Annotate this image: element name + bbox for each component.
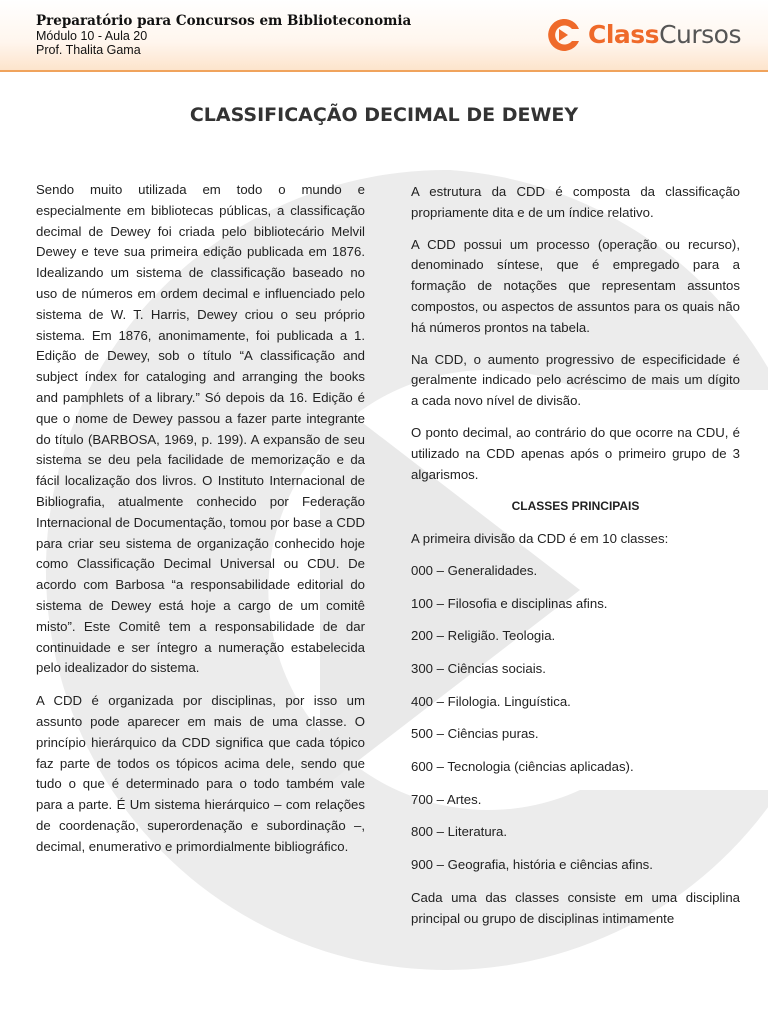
document-title: CLASSIFICAÇÃO DECIMAL DE DEWEY — [189, 104, 579, 126]
left-column — [36, 180, 365, 870]
course-title: Preparatório para Concursos em Biblioteconomia — [36, 13, 412, 29]
class-item: 900 – Geografia, história e ciências afins. — [411, 857, 653, 873]
class-item: 600 – Tecnologia (ciências aplicadas). — [411, 759, 634, 775]
paragraph: A estrutura da CDD é composta da classificação propriamente dita e de um índice relativo. — [411, 184, 740, 220]
class-item: 400 – Filologia. Linguística. — [411, 693, 571, 709]
class-item: 800 – Literatura. — [411, 824, 508, 840]
section-subheading: CLASSES PRINCIPAIS — [511, 499, 640, 514]
paragraph: Sendo muito utilizada em todo o mundo e especialmente em bibliotecas públicas, a classificação decimal de Dewey foi criada pelo bibliotecário Melvil Dewey e teve sua primeira edição publicada em 1876. Idealizando um sistema de classificação baseado no uso de números em ordem decimal e influenciado pelo sistema de W. T. Harris, Dewey criou o seu próprio sistema. Em 1876, anonimamente, foi publicada a 1. Edição de Dewey, sob o título “A classificação and subject índex for cataloging and arranging the books and pamphlets of a library.” Só depois da 16. Edição é que o nome de Dewey passou a fazer parte integrante do título (BARBOSA, 1969, p. 199). A expansão de seu sistema se deu pela facilidade de memorização e da fácil localização dos livros. O Instituto Internacional de Bibliografia, atualmente conhecido por Federação Internacional de Documentação, tomou por base a CDD para criar seu sistema de organização conhecido hoje como Classificação Decimal Universal ou CDU. De acordo com Barbosa “a responsabilidade editorial do sistema de Dewey está hoje a cargo de um comitê misto”. Este Comitê tem a responsabilidade de dar continuidade e ser íntegro a numeração estabelecida pelo idealizador do sistema. — [36, 182, 365, 676]
class-item: 100 – Filosofia e disciplinas afins. — [411, 595, 608, 611]
class-cursos-logo-icon — [546, 18, 582, 52]
right-column — [411, 182, 740, 941]
classes-list — [411, 561, 740, 876]
class-item: 000 – Generalidades. — [411, 562, 538, 578]
paragraph: O ponto decimal, ao contrário do que ocorre na CDU, é utilizado na CDD apenas após o primeiro grupo de 3 algarismos. — [411, 424, 740, 482]
class-item: 500 – Ciências puras. — [411, 726, 539, 742]
logo-wordmark — [588, 18, 741, 52]
logo-word-cursos: Cursos — [659, 20, 741, 49]
paragraph: A CDD é organizada por disciplinas, por isso um assunto pode aparecer em mais de uma classe. O princípio hierárquico da CDD significa que cada tópico faz parte de todos os tópicos acima dele, sendo que tudo o que é determinado para o todo também vale para a parte. É Um sistema hierárquico – com relações de coordenação, superordenação e subordinação –, decimal, enumerativo e primordialmente bibliográfico. — [36, 693, 365, 854]
logo-word-class: Class — [588, 20, 660, 49]
class-item: 700 – Artes. — [411, 791, 482, 807]
paragraph: A CDD possui um processo (operação ou recurso), denominado síntese, que é empregado para a formação de notações que representam assuntos compostos, ou aspectos de assuntos para os quais não há números prontos na tabela. — [411, 236, 740, 335]
module-label: Módulo 10 - Aula 20 — [36, 29, 148, 43]
paragraph: Na CDD, o aumento progressivo de especificidade é geralmente indicado pelo acréscimo de mais um dígito a cada novo nível de divisão. — [411, 351, 740, 409]
page-header — [0, 0, 768, 72]
class-item: 200 – Religião. Teologia. — [411, 628, 556, 644]
classes-intro: A primeira divisão da CDD é em 10 classes: — [411, 531, 669, 547]
paragraph: Cada uma das classes consiste em uma disciplina principal ou grupo de disciplinas intimamente — [411, 889, 740, 926]
professor-label: Prof. Thalita Gama — [36, 43, 141, 57]
class-item: 300 – Ciências sociais. — [411, 661, 546, 677]
